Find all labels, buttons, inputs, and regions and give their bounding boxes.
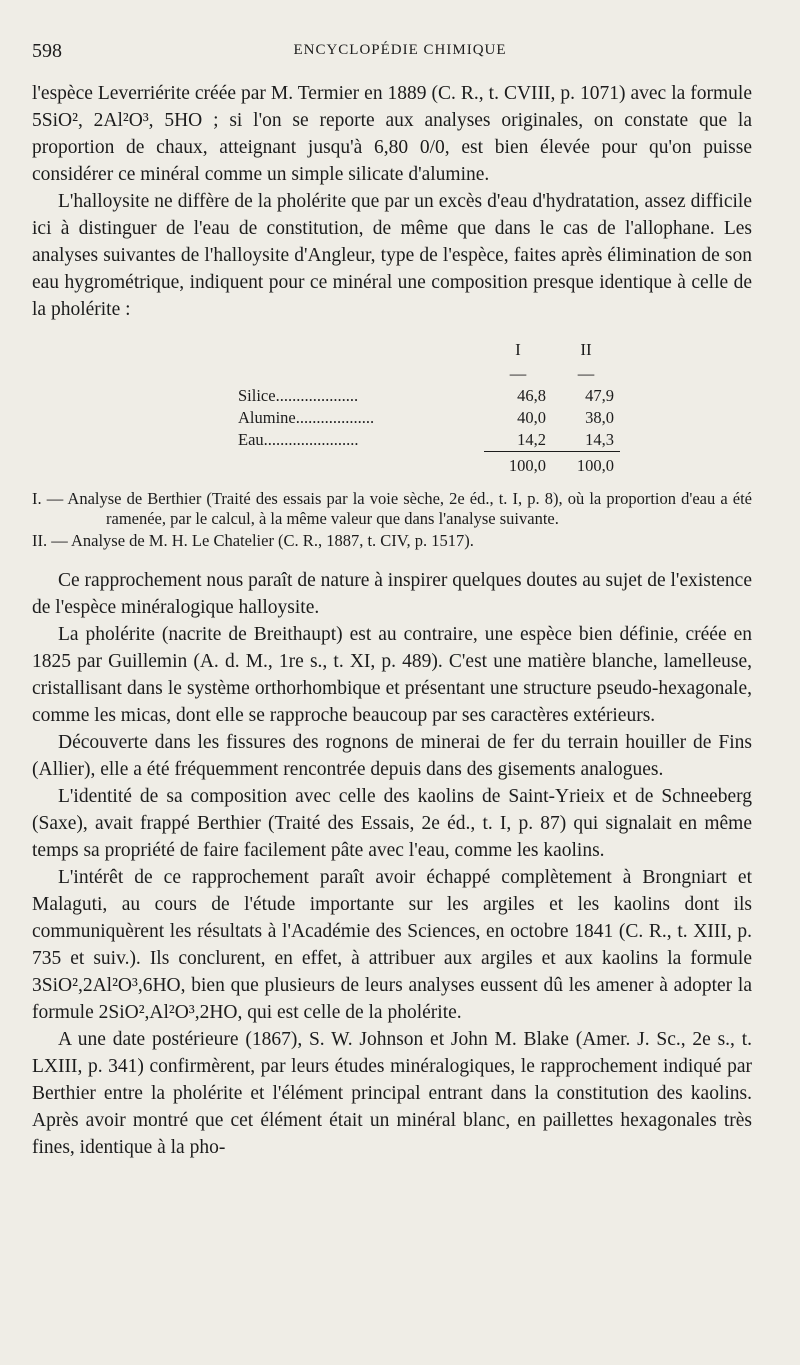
paragraph: Découverte dans les fissures des rognons de minerai de fer du terrain houiller de Fins (Allier), elle a été fréquemment rencontrée depuis dans des gisements analogues.: [32, 732, 752, 780]
cell-value: 46,8: [517, 386, 546, 405]
row-label: Eau.......................: [238, 430, 359, 450]
total-value: 100,0: [484, 452, 552, 478]
table-dash-row: [232, 363, 620, 385]
paragraph: A une date postérieure (1867), S. W. Johnson et John M. Blake (Amer. J. Sc., 2e s., t. LXIII, p. 341) confirmèrent, par leurs études minéralogiques, le rapprochement indiqué par Berthier entre la pholérite et l'élément principal entrant dans la constitution des kaolins. Après avoir montré que cet élément était un minéral blanc, en paillettes hexagonales très fines, identique à la pho-: [32, 1029, 752, 1158]
page-number: 598: [32, 40, 62, 62]
running-title: ENCYCLOPÉDIE CHIMIQUE: [293, 42, 507, 58]
row-label: Silice....................: [238, 386, 359, 405]
cell-value: 14,2: [517, 430, 546, 449]
table-row: [232, 407, 620, 429]
total-value: 100,0: [552, 452, 620, 478]
paragraph: L'intérêt de ce rapprochement paraît avoir échappé complètement à Brongniart et Malaguti, au cours de l'étude importante sur les argiles et les kaolins dont ils communiquèrent les résultats à l'Académie des Sciences, en octobre 1841 (C. R., t. XIII, p. 735 et suiv.). Ils conclurent, en effet, à attribuer aux argiles et aux kaolins la formule 3SiO²,2Al²O³,6HO, bien que plusieurs de leurs analyses eussent dû les amener à adopter la formule 2SiO²,Al²O³,2HO, qui est celle de la pholérite.: [32, 867, 752, 1023]
column-header: I: [515, 340, 521, 359]
cell-value: 14,3: [585, 430, 614, 449]
table-total-row: [232, 452, 620, 478]
cell-value: 38,0: [585, 408, 614, 427]
row-label: Alumine...................: [238, 408, 375, 427]
column-dash: —: [509, 364, 527, 383]
paragraph: La pholérite (nacrite de Breithaupt) est au contraire, une espèce bien définie, créée en 1825 par Guillemin (A. d. M., 1re s., t. XI, p. 489). C'est une matière blanche, lamelleuse, cristallisant dans le système orthorhombique et présentant une structure pseudo-hexagonale, comme les micas, dont elle se rapproche beaucoup par ses caractères extérieurs.: [32, 624, 752, 726]
analysis-table: [232, 339, 620, 477]
column-header: II: [580, 340, 592, 359]
paragraph: Ce rapprochement nous paraît de nature à inspirer quelques doutes au sujet de l'existence de l'espèce minéralogique halloysite.: [32, 570, 752, 618]
paragraph: L'halloysite ne diffère de la pholérite que par un excès d'eau d'hydratation, assez difficile ici à distinguer de l'eau de constitution, de même que dans le cas de l'allophane. Les analyses suivantes de l'halloysite d'Angleur, type de l'espèce, faites après élimination de son eau hygrométrique, indiquent pour ce minéral une composition presque identique à celle de la pholérite :: [32, 191, 752, 320]
table-notes: [32, 489, 752, 551]
table-header-row: [232, 339, 620, 363]
paragraph: L'identité de sa composition avec celle des kaolins de Saint-Yrieix et de Schneeberg (Saxe), avait frappé Berthier (Traité des Essais, 2e éd., t. I, p. 87) qui signalait en même temps sa propriété de faire facilement pâte avec l'eau, comme les kaolins.: [32, 786, 752, 861]
note: I. — Analyse de Berthier (Traité des essais par la voie sèche, 2e éd., t. I, p. 8), où la proportion d'eau a été ramenée, par le calcul, à la même valeur que dans l'analyse suivante.: [32, 489, 752, 528]
cell-value: 47,9: [585, 386, 614, 405]
table-row: [232, 429, 620, 452]
table-row: [232, 385, 620, 407]
note: II. — Analyse de M. H. Le Chatelier (C. R., 1887, t. CIV, p. 1517).: [32, 531, 474, 550]
cell-value: 40,0: [517, 408, 546, 427]
page-header: [0, 40, 800, 70]
paragraph: l'espèce Leverriérite créée par M. Termier en 1889 (C. R., t. CVIII, p. 1071) avec la formule 5SiO², 2Al²O³, 5HO ; si l'on se reporte aux analyses originales, on constate que la proportion de chaux, atteignant jusqu'à 6,80 0/0, est bien élevée pour qu'on puisse considérer ce minéral comme un simple silicate d'alumine.: [32, 83, 752, 185]
column-dash: —: [577, 364, 595, 383]
page-body: [32, 80, 752, 1161]
